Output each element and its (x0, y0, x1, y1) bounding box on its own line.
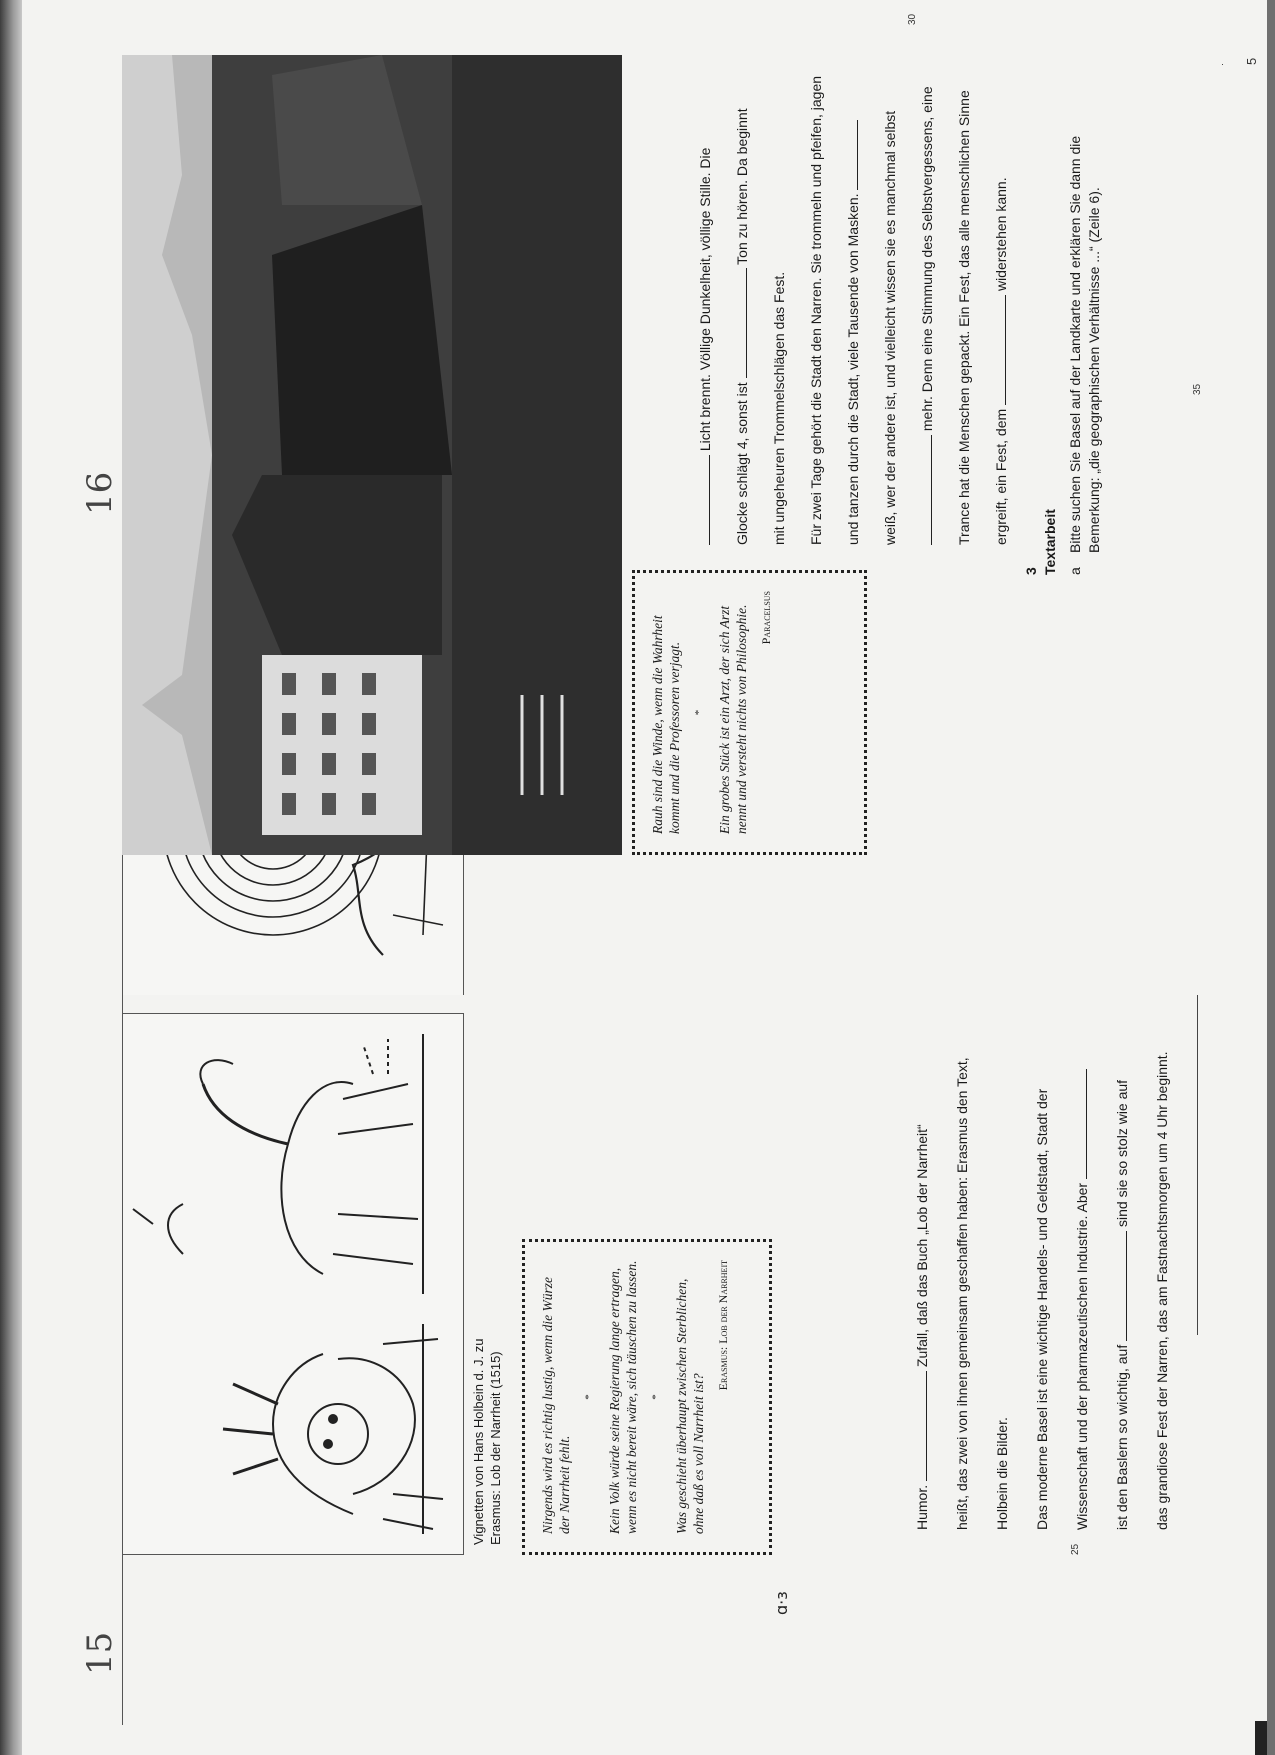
fill-in-blank[interactable] (991, 295, 1006, 405)
text-span: Glocke schlägt 4, sonst ist (734, 378, 750, 545)
left-body-line: Das moderne Basel ist eine wichtige Handels- und Geldstadt, Stadt der (1034, 1088, 1050, 1530)
task-item-line-2: Bemerkung: „die geographischen Verhältnisse ...“ (Zeile 6). (1086, 187, 1102, 553)
quote-separator: * (583, 1394, 595, 1400)
caption-line-1: Vignetten von Hans Holbein d. J. zu (471, 1338, 486, 1545)
text-span: Wissenschaft und der pharmazeutischen Industrie. Aber (1074, 1179, 1090, 1530)
holbein-vignettes-drawing (123, 1014, 463, 1554)
scan-corner-shadow (1255, 1721, 1267, 1755)
rotated-spread (22, 0, 1275, 1755)
right-body-line: Für zwei Tage gehört die Stadt den Narren. Sie trommeln und pfeifen, jagen (808, 75, 824, 545)
right-body-line (724, 25, 761, 545)
task-item-text (1066, 136, 1104, 553)
fill-in-blank[interactable] (917, 435, 932, 545)
text-span: Humor. (914, 1480, 930, 1530)
text-span: widerstehen kann. (993, 177, 1009, 292)
right-body-line (835, 25, 872, 545)
right-page-bottom-rule (1222, 64, 1223, 65)
basel-cathedral-photo (122, 55, 622, 855)
text-span: ergreift, ein Fest, dem (993, 404, 1009, 545)
right-body-line: mit ungeheuren Trommelschlägen das Fest. (771, 271, 787, 545)
line-number-30: 30 (907, 13, 918, 25)
quote-separator: * (650, 1394, 662, 1400)
paracelsus-quote-1: Rauh sind die Winde, wenn die Wahrheit kommt und die Professoren verjagt. (650, 615, 682, 834)
holbein-vignettes (122, 1013, 464, 1555)
left-page-header-mark: 15 (80, 1631, 120, 1675)
erasmus-quote-1: Nirgends wird es richtig lustig, wenn die Würze der Narrheit fehlt. (540, 1277, 572, 1534)
paracelsus-quote-attribution: Paracelsus (759, 591, 773, 645)
text-span: mehr. Denn eine Stimmung des Selbstvergessens, eine (919, 86, 935, 432)
task-section (1022, 15, 1104, 575)
quote-separator: * (693, 709, 705, 716)
right-body-line: Trance hat die Menschen gepackt. Ein Fest, das alle menschlichen Sinne (956, 90, 972, 545)
handwritten-scribble: ɑ·ɜ (772, 1591, 791, 1615)
right-body-line (687, 25, 724, 545)
left-body-line (1062, 790, 1102, 1530)
right-page-header-mark: 16 (80, 471, 120, 515)
left-page-bottom-rule (1197, 995, 1198, 1335)
erasmus-quote-attribution: Erasmus: Lob der Narrheit (716, 1260, 730, 1391)
right-body-text (687, 25, 1020, 545)
fill-in-blank[interactable] (1072, 1069, 1087, 1179)
book-binding-shadow (0, 0, 22, 1755)
text-span: Zufall, daß das Buch „Lob der Narrheit“ (914, 1124, 930, 1368)
left-body-line: das grandiose Fest der Narren, das am Fastnachtsmorgen um 4 Uhr beginnt. (1154, 1051, 1170, 1530)
left-body-line (1102, 790, 1142, 1530)
line-number-25: 25 (1070, 1543, 1081, 1555)
left-body-line: Holbein die Bilder. (994, 1417, 1010, 1530)
task-item-letter: a (1067, 567, 1083, 575)
basel-cathedral-photo-drawing (122, 55, 622, 855)
fill-in-blank[interactable] (1112, 1231, 1127, 1341)
right-body-line: weiß, wer der andere ist, und vielleicht wissen sie es manchmal selbst (882, 110, 898, 545)
illustration-caption (470, 1339, 504, 1545)
erasmus-quote-3: Was geschieht überhaupt zwischen Sterblichen, ohne daß es voll Narrheit ist? (674, 1278, 706, 1534)
text-span: ist den Baslern so wichtig, auf (1114, 1340, 1130, 1530)
right-body-line (983, 25, 1020, 545)
text-span: Ton zu hören. Da beginnt (734, 108, 750, 265)
task-item-a (1066, 15, 1104, 575)
scanned-page (22, 0, 1267, 1755)
paracelsus-quote-2: Ein grobes Stück ist ein Arzt, der sich Arzt nennt und versteht nichts von Philosophie. (717, 604, 749, 834)
line-number-35: 35 (1192, 383, 1203, 395)
erasmus-quote-2: Kein Volk würde seine Regierung lange ertragen, wenn es nicht bereit wäre, sich täuschen zu lassen. (607, 1260, 639, 1534)
fill-in-blank[interactable] (912, 1371, 927, 1481)
text-span: Licht brennt. Völlige Dunkelheit, völlige Stille. Die (697, 147, 713, 452)
fill-in-blank[interactable] (732, 268, 747, 378)
page-number: 5 (1244, 57, 1259, 65)
left-body-text (902, 790, 1182, 1530)
task-item-line-1: Bitte suchen Sie Basel auf der Landkarte und erklären Sie dann die (1067, 135, 1083, 553)
text-span: und tanzen durch die Stadt, viele Tausende von Masken. (845, 189, 861, 545)
task-title: Textarbeit (1042, 509, 1058, 575)
fill-in-blank[interactable] (695, 455, 710, 545)
caption-line-2: Erasmus: Lob der Narrheit (1515) (488, 1351, 503, 1545)
erasmus-quote-box (522, 1239, 772, 1555)
task-number: 3 (1023, 567, 1039, 575)
paracelsus-quote-box (632, 570, 867, 855)
fill-in-blank[interactable] (843, 120, 858, 190)
text-span: sind sie so stolz wie auf (1114, 1079, 1130, 1227)
left-body-line: heißt, das zwei von ihnen gemeinsam geschaffen haben: Erasmus den Text, (954, 1057, 970, 1530)
right-body-line (909, 25, 946, 545)
left-body-line (902, 790, 942, 1530)
